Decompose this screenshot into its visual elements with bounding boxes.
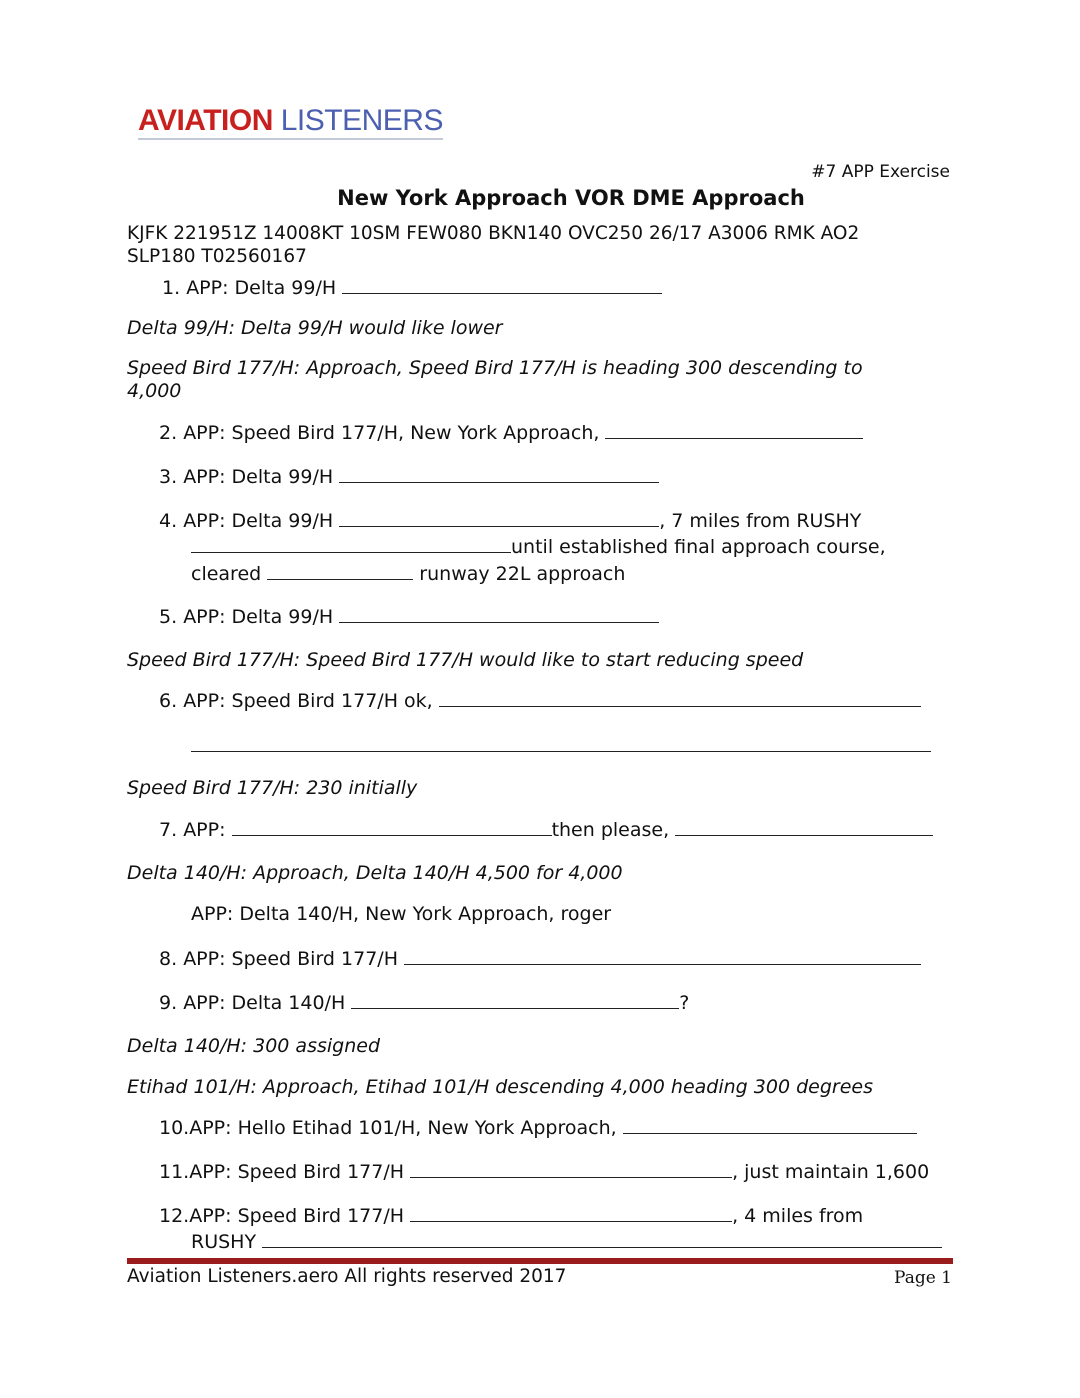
controller-reply: APP: Delta 140/H, New York Approach, roger [191,903,612,925]
answer-blank[interactable] [410,1204,732,1222]
answer-blank[interactable] [232,818,552,836]
exercise-item-12: 12.APP: Speed Bird 177/H , 4 miles from [159,1205,864,1227]
exercise-item-7: 7. APP: then please, [159,818,933,841]
answer-blank[interactable] [675,818,933,836]
brand-logo: AVIATION LISTENERS [138,104,443,140]
answer-blank[interactable] [262,1230,942,1248]
answer-blank[interactable] [605,421,863,439]
footer-divider [127,1258,953,1264]
exercise-item-6-line-2 [191,734,931,757]
page-title: New York Approach VOR DME Approach [337,186,805,210]
pilot-transmission: Delta 140/H: 300 assigned [127,1035,381,1057]
answer-blank[interactable] [191,734,931,752]
answer-blank[interactable] [410,1160,732,1178]
pilot-transmission: Delta 140/H: Approach, Delta 140/H 4,500 for 4,000 [127,862,623,884]
exercise-number: #7 APP Exercise [811,162,950,182]
exercise-item-6: 6. APP: Speed Bird 177/H ok, [159,689,921,712]
exercise-item-11: 11.APP: Speed Bird 177/H , just maintain 1,600 [159,1161,930,1183]
answer-blank[interactable] [623,1116,917,1134]
footer-copyright: Aviation Listeners.aero All rights reserved 2017 [127,1266,567,1287]
answer-blank[interactable] [439,689,921,707]
exercise-item-8: 8. APP: Speed Bird 177/H [159,947,921,970]
pilot-transmission: Speed Bird 177/H: Approach, Speed Bird 177/H is heading 300 descending to 4,000 [127,357,863,402]
answer-blank[interactable] [351,991,679,1009]
answer-blank[interactable] [404,947,921,965]
exercise-item-12-line-2: RUSHY [191,1230,942,1253]
pilot-transmission: Speed Bird 177/H: 230 initially [127,777,418,799]
exercise-item-4-line-3: cleared runway 22L approach [191,563,626,585]
answer-blank[interactable] [339,605,659,623]
page-number: Page 1 [894,1268,952,1288]
exercise-item-1: 1. APP: Delta 99/H [162,276,662,299]
pilot-transmission: Etihad 101/H: Approach, Etihad 101/H descending 4,000 heading 300 degrees [127,1076,873,1098]
pilot-transmission: Delta 99/H: Delta 99/H would like lower [127,317,503,339]
answer-blank[interactable] [339,509,659,527]
answer-blank[interactable] [342,276,662,294]
exercise-item-5: 5. APP: Delta 99/H [159,605,659,628]
exercise-item-2: 2. APP: Speed Bird 177/H, New York Approach, [159,421,863,444]
metar-text: KJFK 221951Z 14008KT 10SM FEW080 BKN140 OVC250 26/17 A3006 RMK AO2 SLP180 T02560167 [127,223,860,267]
answer-blank[interactable] [339,465,659,483]
exercise-item-4-line-2: until established final approach course, [191,535,886,558]
answer-blank[interactable] [267,562,413,580]
exercise-item-4: 4. APP: Delta 99/H , 7 miles from RUSHY [159,510,862,532]
exercise-item-9: 9. APP: Delta 140/H ? [159,992,690,1014]
exercise-item-10: 10.APP: Hello Etihad 101/H, New York Approach, [159,1116,917,1139]
pilot-transmission: Speed Bird 177/H: Speed Bird 177/H would like to start reducing speed [127,649,804,671]
exercise-item-3: 3. APP: Delta 99/H [159,465,659,488]
answer-blank[interactable] [191,535,511,553]
